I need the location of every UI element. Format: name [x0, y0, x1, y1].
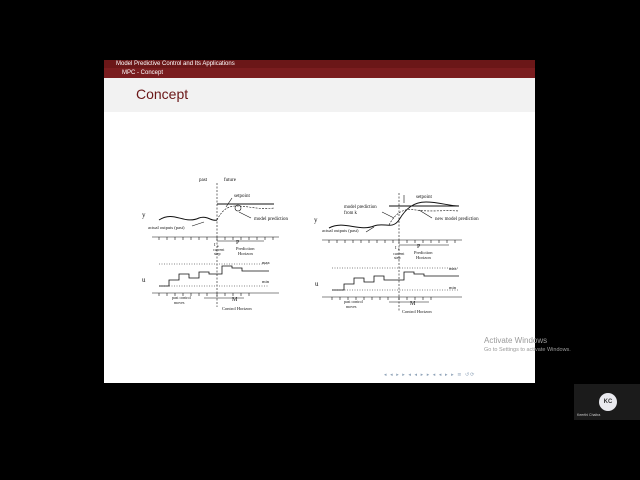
left-prediction-horizon-label2: Horizon — [238, 251, 253, 256]
left-actual-output-pointer — [192, 222, 204, 226]
right-tk-label: t — [395, 246, 397, 251]
presentation-slide — [104, 60, 535, 383]
right-past-moves-label2: moves — [346, 304, 357, 309]
right-control-horizon-label: Control Horizon — [402, 309, 432, 314]
right-y-label: y — [314, 216, 318, 224]
left-current-label: current — [213, 247, 225, 252]
left-u-label: u — [142, 276, 146, 284]
left-tk-label: t — [214, 243, 216, 248]
mpc-concept-figures — [104, 60, 535, 383]
right-model-prediction-label2: from k — [344, 211, 357, 216]
right-max-label: max — [449, 266, 457, 271]
right-tk-sub: k — [398, 247, 400, 251]
participant-tile[interactable] — [574, 384, 640, 420]
participant-name: Keerthi Chaitra — [577, 413, 601, 417]
left-mpc-figure — [152, 183, 279, 307]
right-prediction-horizon-label2: Horizon — [416, 255, 431, 260]
left-control-horizon-label: Control Horizon — [222, 306, 252, 311]
right-axis-ticks — [329, 240, 455, 243]
right-min-label: min — [449, 285, 457, 290]
left-prediction-horizon-label: Prediction — [236, 246, 255, 251]
header-section-text: MPC - Concept — [122, 70, 164, 76]
right-mpc-labels — [314, 195, 479, 314]
activate-windows-line2: Go to Settings to activate Windows. — [484, 347, 571, 353]
left-future-control-moves — [217, 266, 269, 274]
left-mpc-labels — [142, 178, 289, 311]
left-model-prediction-label: model prediction — [254, 217, 289, 222]
header-title-text: Model Predictive Control and Its Applications — [116, 61, 235, 67]
left-axis-ticks — [159, 237, 273, 240]
avatar: KC — [599, 393, 617, 411]
left-max-label: max — [262, 260, 270, 265]
right-mpc-figure — [322, 193, 462, 312]
right-model-prediction-pointer — [382, 212, 394, 218]
left-setpoint-label: setpoint — [234, 194, 250, 199]
right-prediction-horizon-label: Prediction — [414, 250, 433, 255]
right-model-prediction-label: model prediction — [344, 205, 377, 210]
left-min-label: min — [262, 279, 270, 284]
left-p-label: P — [236, 240, 240, 246]
left-step-label: step — [214, 251, 221, 256]
right-new-prediction-pointer — [419, 210, 432, 218]
right-p-label: P — [417, 244, 421, 250]
left-past-control-moves — [159, 272, 217, 286]
right-future-control-moves — [399, 272, 459, 280]
right-actual-outputs-label: actual outputs (past) — [322, 228, 359, 233]
right-past-moves-label: past control — [344, 299, 363, 304]
right-current-label: current — [393, 251, 405, 256]
left-m-label: M — [232, 297, 238, 303]
right-past-output-curve — [329, 220, 399, 228]
left-model-prediction-pointer — [239, 212, 251, 218]
right-m-label: M — [410, 301, 416, 307]
left-past-label: past — [199, 178, 208, 183]
left-actual-outputs-label: actual outputs (past) — [148, 225, 185, 230]
right-step-label: step — [394, 255, 401, 260]
left-future-label: future — [224, 178, 236, 183]
activate-windows-watermark — [484, 336, 571, 353]
right-setpoint-label: setpoint — [416, 195, 432, 200]
right-u-label: u — [315, 280, 319, 288]
right-past-control-moves — [332, 276, 399, 290]
left-past-moves-label: past control — [172, 295, 191, 300]
left-past-output-curve — [159, 216, 217, 220]
left-y-label: y — [142, 211, 146, 219]
frame-title: Concept — [136, 86, 189, 102]
right-new-model-prediction-label: new model prediction — [435, 217, 479, 222]
left-tk-sub: k — [217, 244, 219, 248]
beamer-navigation-bar[interactable]: ◂ ◂ ▸ ▸ ◂ ◂ ▸ ▸ ◂ ◂ ▸ ▸ ≡ ↺⟳ — [384, 372, 476, 378]
left-setpoint-pointer — [226, 198, 232, 207]
left-past-moves-label2: moves — [174, 300, 185, 305]
activate-windows-line1: Activate Windows — [484, 336, 548, 345]
